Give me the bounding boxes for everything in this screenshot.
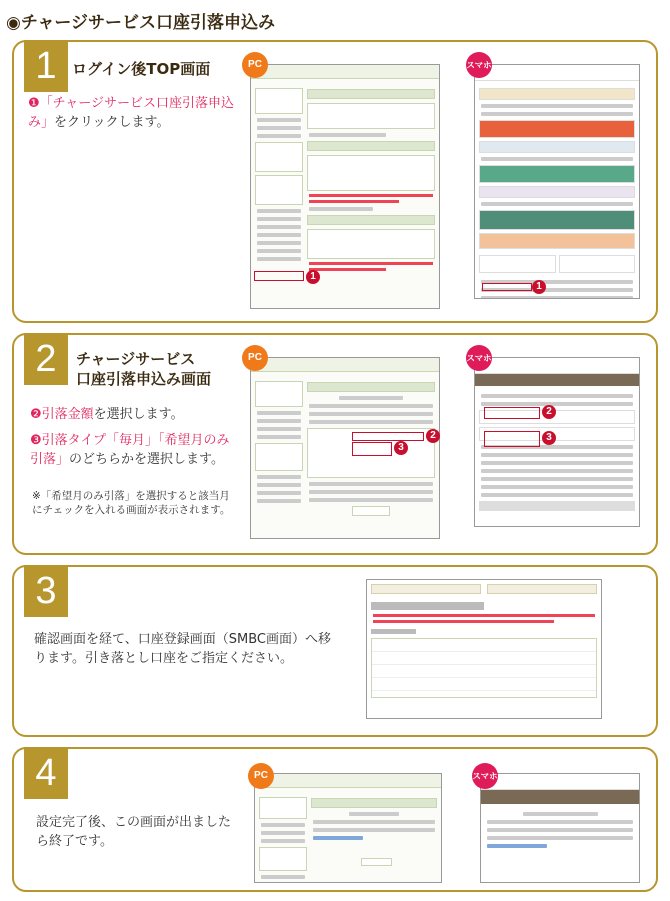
step-description-amount: ❷引落金額を選択します。 (30, 407, 184, 422)
step-description (28, 94, 238, 132)
marker-1: 1 (306, 270, 320, 284)
step-description: 設定完了後、この画面が出ましたら終了です。 (36, 815, 232, 849)
smartphone-badge: スマホ (466, 52, 492, 78)
step-number: 2 (24, 333, 68, 385)
highlight-text: ❶「チャージサービス口座引落申込み」 (28, 96, 235, 130)
description-text: をクリックします。 (54, 115, 170, 130)
smbc-screenshot (366, 579, 602, 719)
step-number: 4 (24, 747, 68, 799)
highlight-box (254, 271, 304, 281)
step-note: ※「希望月のみ引落」を選択すると該当月にチェックを入れる画面が表示されます。 (32, 490, 231, 516)
pc-badge: PC (248, 763, 274, 789)
highlight-box (482, 283, 532, 291)
pc-screenshot (254, 773, 442, 883)
smartphone-badge: スマホ (466, 345, 492, 371)
step-2-panel (12, 333, 658, 555)
highlight-box-amount (484, 407, 540, 419)
pc-badge: PC (242, 52, 268, 78)
marker-2: 2 (542, 405, 556, 419)
step-description: 確認画面を経て、口座登録画面（SMBC画面）へ移ります。引き落とし口座をご指定ください。 (34, 632, 331, 666)
step-description-type: ❸引落タイプ「毎月」「希望月のみ引落」のどちらかを選択します。 (30, 433, 230, 467)
step-heading: チャージサービス 口座引落申込み画面 (76, 350, 212, 388)
step-number: 3 (24, 565, 68, 617)
highlight-box-amount (352, 432, 424, 441)
highlight-box-type (484, 431, 540, 447)
page-title: ◉チャージサービス口座引落申込み (6, 13, 275, 33)
step-number: 1 (24, 40, 68, 92)
step-3-panel (12, 565, 658, 737)
smartphone-screenshot (474, 64, 640, 299)
marker-3: 3 (542, 431, 556, 445)
marker-3: 3 (394, 441, 408, 455)
highlight-box-type (352, 442, 392, 456)
smartphone-screenshot (480, 773, 640, 883)
marker-2: 2 (426, 429, 440, 443)
step-1-panel (12, 40, 658, 323)
pc-badge: PC (242, 345, 268, 371)
step-heading: ログイン後TOP画面 (72, 60, 211, 78)
step-4-panel (12, 747, 658, 892)
marker-1: 1 (532, 280, 546, 294)
pc-screenshot (250, 357, 440, 539)
smartphone-badge: スマホ (472, 763, 498, 789)
